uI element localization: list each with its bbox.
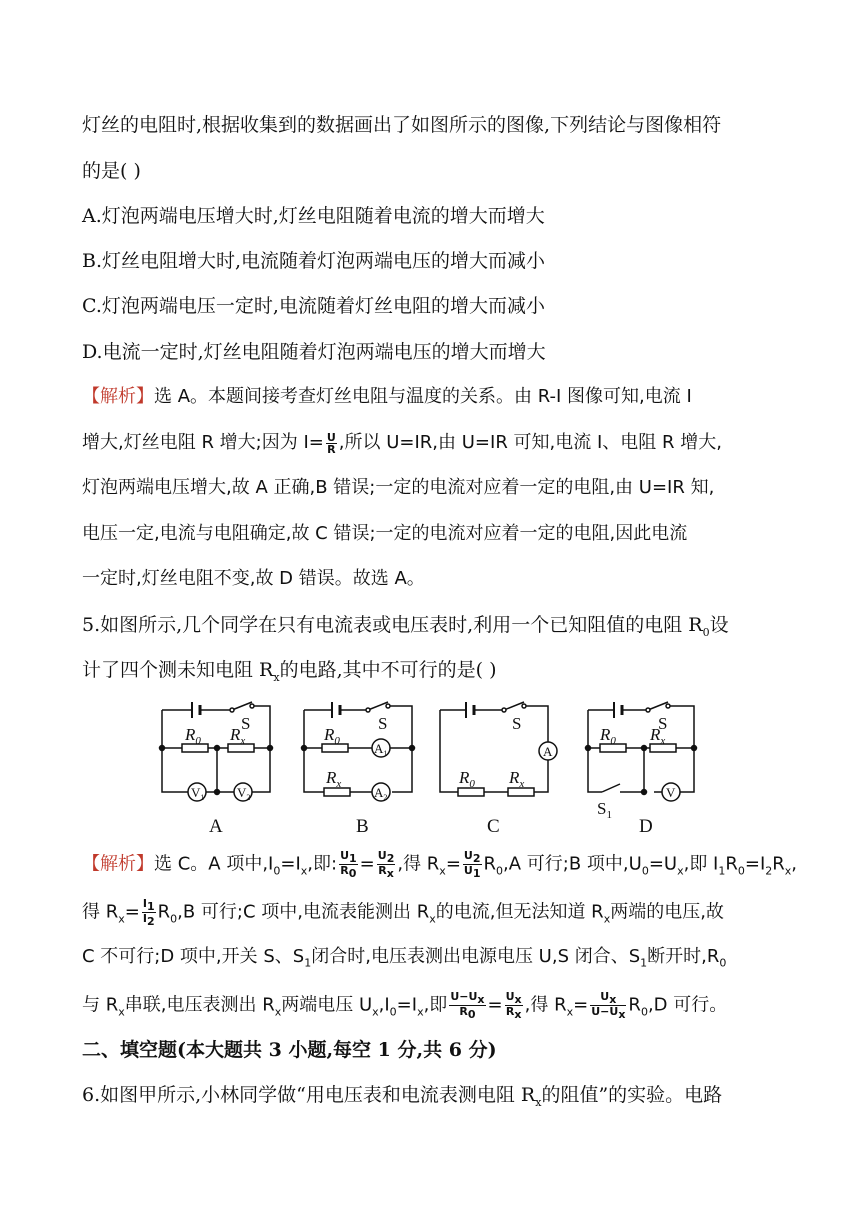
q4-line-1: 灯丝的电阻时,根据收集到的数据画出了如图所示的图像,下列结论与图像相符 xyxy=(82,114,722,136)
q5-line-2: 计了四个测未知电阻 $R_x$的电路,其中不可行的是( ) xyxy=(82,659,497,684)
q5-analysis-line-2: 得 $R_x=$ $\frac{I_1}{I_2}$ $R_0,B$ 可行;C 项中,电流表能测出 $R_x$的电流,但无法知道 $R_x$两端的电压,故 xyxy=(82,897,724,929)
q4-option-c: C.灯泡两端电压一定时,电流随着灯丝电阻的增大而减小 xyxy=(82,295,545,317)
q5-analysis-line-1: 【解析】选 C。A 项中$,I_0=I_x$,即: $\frac{U_1}{R_0}$ = $\frac{U_2}{R_x}$ ,得 $R_x=$ $\frac{U_2}{U_1}$ $R_0,A$ 可行;B 项中$,U_0=U_x$,即 $I_1R_0=I_2R_x$, xyxy=(82,849,798,881)
a2-meter: $A_2$ xyxy=(374,785,388,802)
analysis-tag: 【解析】 xyxy=(82,386,154,407)
circuit-a xyxy=(160,702,273,801)
label-s-a: S xyxy=(241,714,251,733)
label-s-b: S xyxy=(378,714,388,733)
label-s-c: S xyxy=(512,714,522,733)
a-meter-c: A xyxy=(543,744,553,759)
q4-analysis-line-4: 电压一定,电流与电阻确定,故 C 错误;一定的电流对应着一定的电阻,因此电流 xyxy=(82,523,688,544)
label-c: C xyxy=(487,816,500,837)
q4-analysis-line-5: 一定时,灯丝电阻不变,故 D 错误。故选 A。 xyxy=(82,568,425,589)
circuit-d xyxy=(586,702,697,801)
a1-meter: $A_1$ xyxy=(374,741,388,758)
q4-option-d: D.电流一定时,灯丝电阻随着灯泡两端电压的增大而增大 xyxy=(82,341,546,363)
q6-line-1: 6.如图甲所示,小林同学做“用电压表和电流表测电阻 $R_x$的阻值”的实验。电路 xyxy=(82,1084,723,1109)
label-r0-b: $R_0$ xyxy=(324,725,340,747)
label-b: B xyxy=(356,816,369,837)
label-rx-a: $R_x$ xyxy=(230,725,246,747)
fraction-u-over-r: $\frac{U}{R}$ xyxy=(326,430,336,456)
circuit-c xyxy=(440,702,557,796)
q5-analysis-line-3: C 不可行;D 项中,开关 S、$S_1$闭合时,电压表测出电源电压 U,S 闭合、$S_1$断开时$,R_0$ xyxy=(82,946,727,970)
label-rx-d: $R_x$ xyxy=(650,725,666,747)
circuit-diagrams xyxy=(0,690,860,850)
v2-meter: $V_2$ xyxy=(237,785,251,802)
q4-line-2: 的是( ) xyxy=(82,160,141,182)
label-rx-c: $R_x$ xyxy=(509,768,525,790)
label-r0-c: $R_0$ xyxy=(459,768,475,790)
label-d: D xyxy=(639,816,653,837)
label-a: A xyxy=(209,816,223,837)
label-r0-d: $R_0$ xyxy=(600,725,616,747)
q5-line-1: 5.如图所示,几个同学在只有电流表或电压表时,利用一个已知阻值的电阻 $R_0$设 xyxy=(82,614,729,639)
q4-option-b: B.灯丝电阻增大时,电流随着灯泡两端电压的增大而减小 xyxy=(82,250,546,272)
q4-option-a: A.灯泡两端电压增大时,灯丝电阻随着电流的增大而增大 xyxy=(82,205,545,227)
q4-analysis-line-3: 灯泡两端电压增大,故 A 正确,B 错误;一定的电流对应着一定的电阻,由 U=IR 知, xyxy=(82,477,715,498)
section-2-heading: 二、填空题(本大题共 3 小题,每空 1 分,共 6 分) xyxy=(82,1039,497,1061)
label-rx-b: $R_x$ xyxy=(326,768,342,790)
label-s-d: S xyxy=(658,714,668,733)
circuit-b xyxy=(302,702,415,801)
q4-analysis-line-1: 【解析】选 A。本题间接考查灯丝电阻与温度的关系。由 R-I 图像可知,电流 I xyxy=(82,386,692,407)
q5-analysis-line-4: 与 $R_x$串联,电压表测出 $R_x$两端电压 $U_x,I_0=I_x$,即 $\frac{U-U_x}{R_0}$ = $\frac{U_x}{R_x}$ ,得 $R_x=$ $\frac{U_x}{U-U_x}$ $R_0,D$ 可行。 xyxy=(82,990,728,1022)
v1-meter: $V_1$ xyxy=(191,785,205,802)
label-s1-d: $S_1$ xyxy=(597,799,612,821)
label-r0-a: $R_0$ xyxy=(185,725,201,747)
v-meter-d: V xyxy=(666,785,676,800)
q4-analysis-line-2: 增大,灯丝电阻 R 增大;因为 I= $\frac{U}{R}$ ,所以 U=IR,由 U=IR 可知,电流 I、电阻 R 增大, xyxy=(82,430,722,456)
